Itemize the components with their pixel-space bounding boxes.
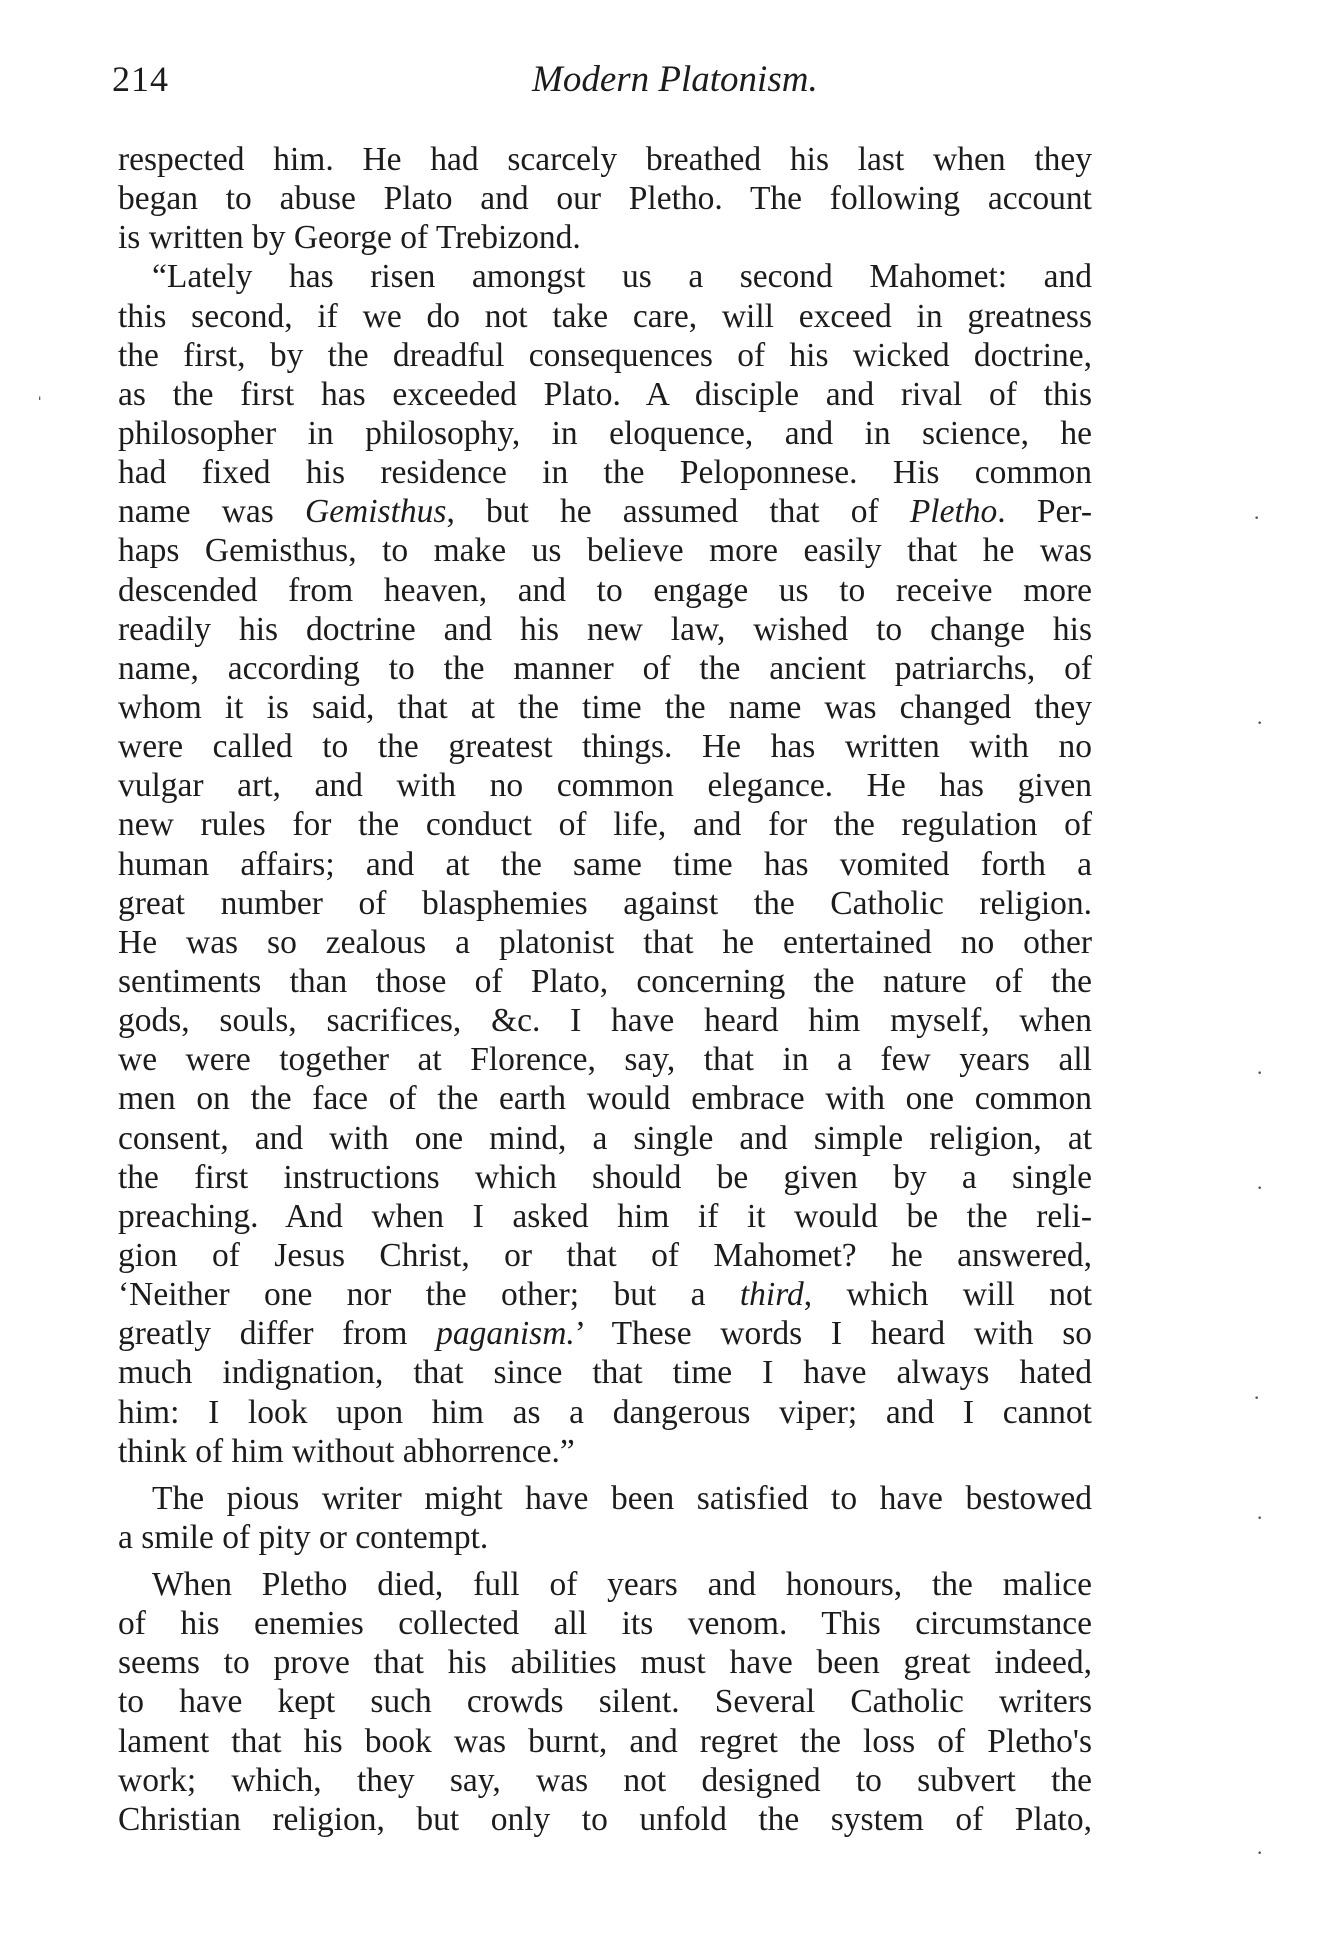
text-line: of his enemies collected all its venom. This circumstance <box>118 1605 1092 1643</box>
italic-word: third <box>739 1276 804 1314</box>
text-line: we were together at Florence, say, that in a few years all <box>118 1041 1092 1079</box>
text-line: think of him without abhorrence.” <box>118 1432 575 1470</box>
text-line: were called to the greatest things. He has written with no <box>118 728 1092 766</box>
text-line: Christian religion, but only to unfold the system of Plato, <box>118 1800 1092 1838</box>
text-line: respected him. He had scarcely breathed his last when they <box>118 141 1092 178</box>
text-line-mixed <box>118 1314 1092 1353</box>
text-line: When Pletho died, full of years and honours, the malice <box>152 1566 1092 1604</box>
stray-margin-mark: · <box>1256 1060 1264 1085</box>
text-line: gods, souls, sacrifices, &c. I have heard him myself, when <box>118 1002 1092 1040</box>
stray-margin-mark: · <box>1253 505 1261 530</box>
text-run: , but he assumed that of <box>446 493 910 531</box>
text-line: vulgar art, and with no common elegance. He has given <box>118 767 1092 805</box>
text-line: whom it is said, that at the time the name was changed they <box>118 688 1092 726</box>
body-text <box>118 140 1092 1839</box>
text-run: , which will not <box>803 1276 1093 1314</box>
text-line: gion of Jesus Christ, or that of Mahomet? he answered, <box>118 1236 1092 1274</box>
text-line: great number of blasphemies against the Catholic religion. <box>118 884 1092 922</box>
text-line: work; which, they say, was not designed to subvert the <box>118 1761 1092 1799</box>
text-run: greatly differ from <box>118 1315 437 1353</box>
text-line: consent, and with one mind, a single and simple religion, at <box>118 1119 1092 1157</box>
italic-name: Pletho <box>909 493 998 531</box>
text-line: preaching. And when I asked him if it would be the reli- <box>118 1197 1092 1235</box>
italic-name: Gemisthus <box>305 493 447 531</box>
text-line: sentiments than those of Plato, concerning the nature of the <box>118 962 1092 1000</box>
text-line: men on the face of the earth would embrace with one common <box>118 1080 1092 1118</box>
stray-margin-mark: · <box>1256 1840 1264 1865</box>
text-line: is written by George of Trebizond. <box>118 219 581 257</box>
text-line: to have kept such crowds silent. Several Catholic writers <box>118 1683 1092 1721</box>
text-run: ‘Neither one nor the other; but a <box>118 1276 740 1314</box>
text-line: new rules for the conduct of life, and for the regulation of <box>118 806 1092 844</box>
text-line: seems to prove that his abilities must have been great indeed, <box>118 1644 1092 1682</box>
text-line: haps Gemisthus, to make us believe more easily that he was <box>118 532 1092 570</box>
text-line-mixed <box>118 492 1092 531</box>
stray-margin-mark: · <box>1256 1505 1264 1530</box>
text-line: this second, if we do not take care, will exceed in greatness <box>118 297 1092 335</box>
text-line: readily his doctrine and his new law, wished to change his <box>118 610 1092 648</box>
stray-margin-mark: ˌ <box>36 375 44 400</box>
stray-margin-mark: · <box>1256 1175 1264 1200</box>
text-line-mixed <box>118 1275 1092 1314</box>
page-header <box>112 58 1097 104</box>
stray-margin-mark: · <box>1253 1385 1261 1410</box>
text-line: “Lately has risen amongst us a second Mahomet: and <box>152 258 1092 296</box>
running-title: Modern Platonism. <box>532 59 818 100</box>
text-line: The pious writer might have been satisfied to have bestowed <box>152 1479 1092 1517</box>
text-line: began to abuse Plato and our Pletho. The following account <box>118 180 1092 218</box>
page-number: 214 <box>112 59 169 99</box>
text-line: human affairs; and at the same time has vomited forth a <box>118 845 1092 883</box>
text-line: much indignation, that since that time I have always hated <box>118 1354 1092 1392</box>
text-line: philosopher in philosophy, in eloquence, and in science, he <box>118 414 1092 452</box>
text-line: lament that his book was burnt, and regret the loss of Pletho's <box>118 1722 1092 1760</box>
text-line: had fixed his residence in the Peloponnese. His common <box>118 454 1092 492</box>
text-line: name, according to the manner of the ancient patriarchs, of <box>118 649 1092 687</box>
text-run: . Per- <box>997 493 1092 531</box>
stray-margin-mark: · <box>1256 710 1264 735</box>
text-line: descended from heaven, and to engage us to receive more <box>118 571 1092 609</box>
text-line: the first, by the dreadful consequences of his wicked doctrine, <box>118 336 1092 374</box>
text-run: name was <box>118 493 305 531</box>
text-line: a smile of pity or contempt. <box>118 1518 489 1556</box>
text-run: ’ These words I heard with so <box>574 1315 1092 1353</box>
text-line: the first instructions which should be given by a single <box>118 1158 1092 1196</box>
text-line: He was so zealous a platonist that he entertained no other <box>118 923 1092 961</box>
italic-word: paganism. <box>436 1315 575 1353</box>
text-line: as the first has exceeded Plato. A disciple and rival of this <box>118 375 1092 413</box>
text-line: him: I look upon him as a dangerous viper; and I cannot <box>118 1393 1092 1431</box>
